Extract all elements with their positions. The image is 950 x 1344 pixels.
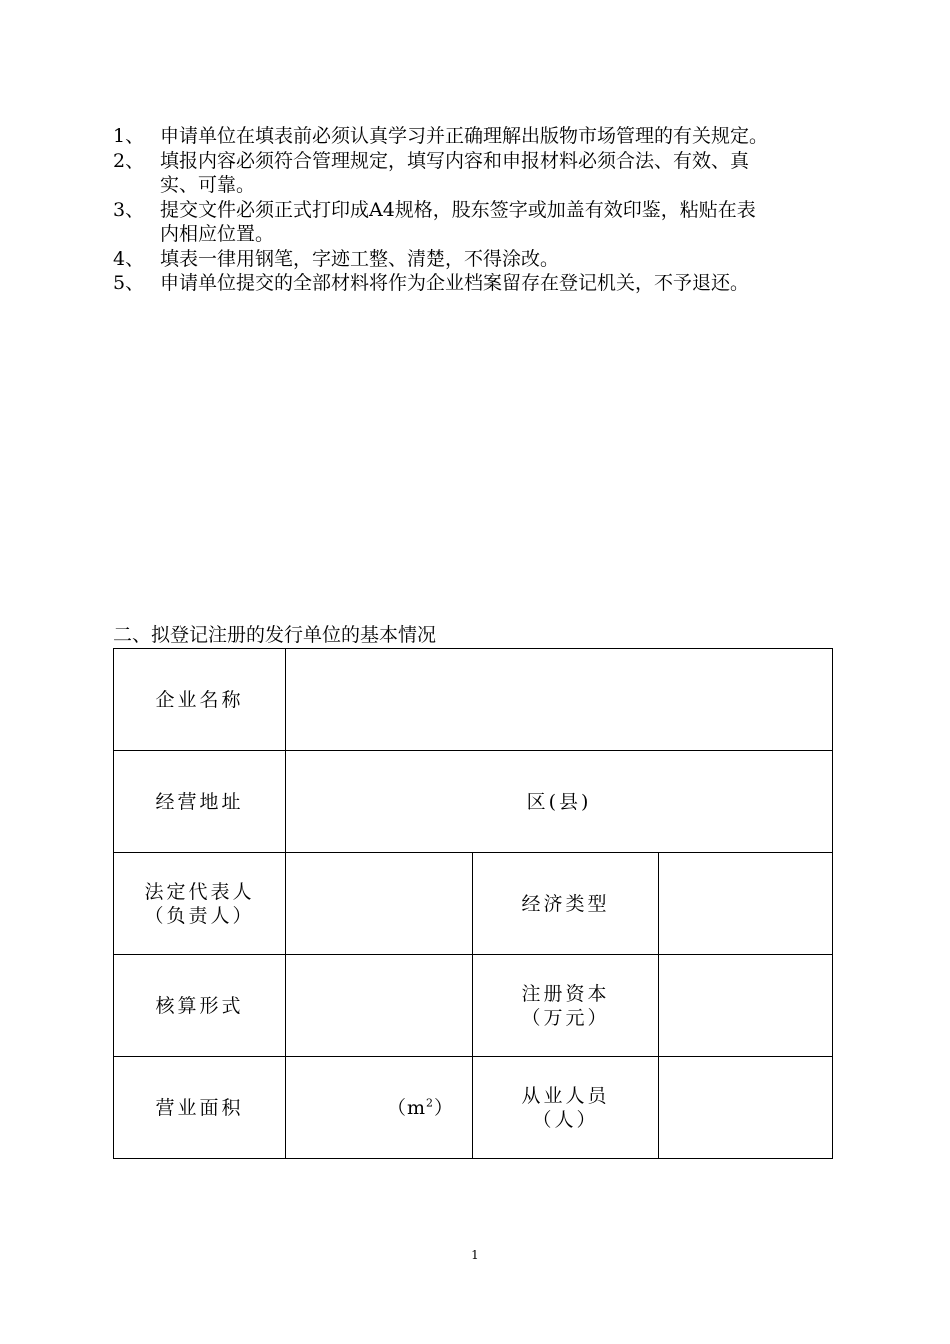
- instruction-number: 2、: [113, 149, 145, 172]
- economic-type-label: 经济类型: [473, 853, 659, 955]
- company-name-field[interactable]: [286, 649, 833, 751]
- instructions-list: [113, 124, 773, 296]
- instruction-number: 5、: [113, 272, 145, 294]
- instruction-text: 填报内容必须符合管理规定，填写内容和申报材料必须合法、有效、真实、可靠。: [160, 149, 750, 196]
- area-unit: $(m^2)$: [386, 1096, 454, 1119]
- business-area-label: 营业面积: [114, 1057, 286, 1159]
- instruction-text: 提交文件必须正式打印成A4规格，股东签字或加盖有效印鉴，粘贴在表内相应位置。: [160, 198, 756, 245]
- table-row: [114, 1057, 833, 1159]
- table-row: [114, 751, 833, 853]
- instruction-item: [113, 124, 773, 149]
- staff-count-field[interactable]: [659, 1057, 833, 1159]
- instruction-item: [113, 198, 773, 247]
- instruction-item: [113, 247, 773, 272]
- instruction-text: 申请单位在填表前必须认真学习并正确理解出版物市场管理的有关规定。: [160, 125, 769, 147]
- registered-capital-field[interactable]: [659, 955, 833, 1057]
- staff-count-label: 从业人员 （人）: [473, 1057, 659, 1159]
- instruction-number: 3、: [113, 198, 145, 221]
- accounting-label: 核算形式: [114, 955, 286, 1057]
- address-field[interactable]: 区(县): [286, 751, 833, 853]
- table-row: [114, 649, 833, 751]
- instruction-text: 申请单位提交的全部材料将作为企业档案留存在登记机关，不予退还。: [160, 272, 750, 294]
- registered-capital-label: 注册资本 （万元）: [473, 955, 659, 1057]
- instruction-item: [113, 149, 773, 198]
- instruction-text: 填表一律用钢笔，字迹工整、清楚，不得涂改。: [160, 247, 560, 270]
- company-name-label: 企业名称: [114, 649, 286, 751]
- table-row: [114, 955, 833, 1057]
- economic-type-field[interactable]: [659, 853, 833, 955]
- accounting-field[interactable]: [286, 955, 473, 1057]
- address-label: 经营地址: [114, 751, 286, 853]
- instruction-item: [113, 271, 773, 296]
- instruction-number: 4、: [113, 247, 145, 270]
- legal-rep-label: 法定代表人 （负责人）: [114, 853, 286, 955]
- basic-info-table: [113, 648, 833, 1159]
- section-title: 二、拟登记注册的发行单位的基本情况: [113, 624, 437, 646]
- business-area-field[interactable]: [286, 1057, 473, 1159]
- instruction-number: 1、: [113, 125, 145, 147]
- page-number: 1: [471, 1248, 479, 1262]
- legal-rep-field[interactable]: [286, 853, 473, 955]
- table-row: [114, 853, 833, 955]
